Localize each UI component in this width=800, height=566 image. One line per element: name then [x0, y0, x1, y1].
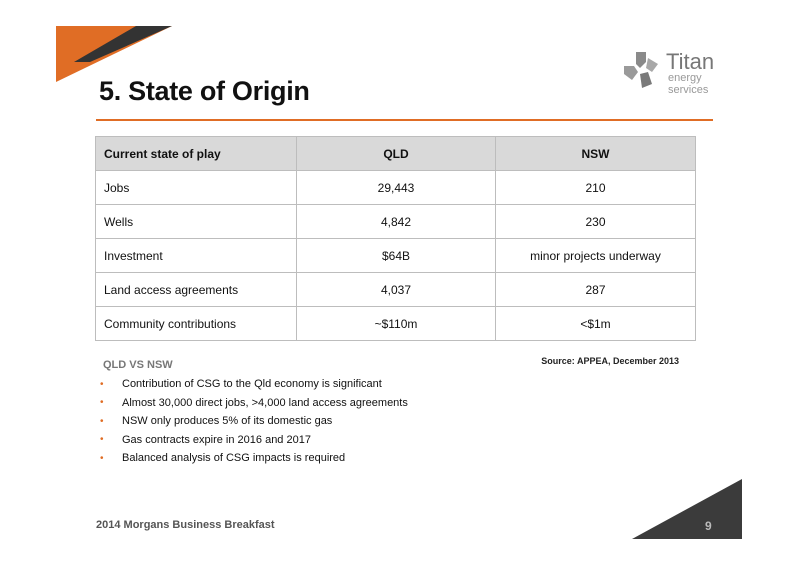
section-subheading: QLD VS NSW: [103, 359, 173, 371]
table-cell: 4,842: [297, 205, 496, 239]
bullet-text: Contribution of CSG to the Qld economy is significant: [122, 378, 382, 391]
titan-logo-icon: [622, 50, 662, 90]
bullet-icon: •: [100, 415, 104, 427]
bullet-list: [100, 375, 408, 468]
table-header-cell: NSW: [496, 137, 696, 171]
table-cell: <$1m: [496, 307, 696, 341]
bullet-text: Almost 30,000 direct jobs, >4,000 land access agreements: [122, 396, 408, 409]
logo-subtitle-line-2: services: [668, 84, 709, 96]
table-header-cell: QLD: [297, 137, 496, 171]
list-item: [100, 412, 408, 431]
logo-name: Titan: [666, 49, 715, 74]
table-row: [96, 171, 696, 205]
slide-footer: 2014 Morgans Business Breakfast: [96, 519, 275, 531]
company-logo: [622, 48, 722, 100]
table-cell: 287: [496, 273, 696, 307]
bullet-text: Balanced analysis of CSG impacts is required: [122, 452, 346, 465]
table-row: [96, 307, 696, 341]
bullet-text: NSW only produces 5% of its domestic gas: [122, 415, 333, 428]
table-cell: 29,443: [297, 171, 496, 205]
table-cell: minor projects underway: [496, 239, 696, 273]
table-row: [96, 239, 696, 273]
logo-subtitle-line-1: energy: [668, 72, 702, 84]
corner-decoration-bottom-right: [632, 479, 742, 539]
logo-subtitle: [668, 72, 708, 96]
page-number: 9: [705, 519, 712, 533]
table-cell: ~$110m: [297, 307, 496, 341]
list-item: [100, 449, 408, 468]
title-divider: [96, 119, 713, 121]
table-cell: 4,037: [297, 273, 496, 307]
bullet-icon: •: [100, 397, 104, 409]
slide-title: 5. State of Origin: [99, 76, 310, 106]
bullet-text: Gas contracts expire in 2016 and 2017: [122, 433, 311, 446]
table-row: [96, 205, 696, 239]
table-cell: 230: [496, 205, 696, 239]
table-cell: Community contributions: [96, 307, 297, 341]
table-cell: Land access agreements: [96, 273, 297, 307]
list-item: [100, 375, 408, 394]
table-header-row: [96, 137, 696, 171]
list-item: [100, 431, 408, 450]
source-note: Source: APPEA, December 2013: [541, 356, 679, 366]
table-row: [96, 273, 696, 307]
bullet-icon: •: [100, 378, 104, 390]
bullet-icon: •: [100, 434, 104, 446]
table-cell: Wells: [96, 205, 297, 239]
list-item: [100, 394, 408, 413]
state-comparison-table: [95, 136, 696, 341]
table-cell: 210: [496, 171, 696, 205]
table-cell: Jobs: [96, 171, 297, 205]
table-cell: $64B: [297, 239, 496, 273]
table-header-cell: Current state of play: [96, 137, 297, 171]
table-cell: Investment: [96, 239, 297, 273]
bullet-icon: •: [100, 452, 104, 464]
